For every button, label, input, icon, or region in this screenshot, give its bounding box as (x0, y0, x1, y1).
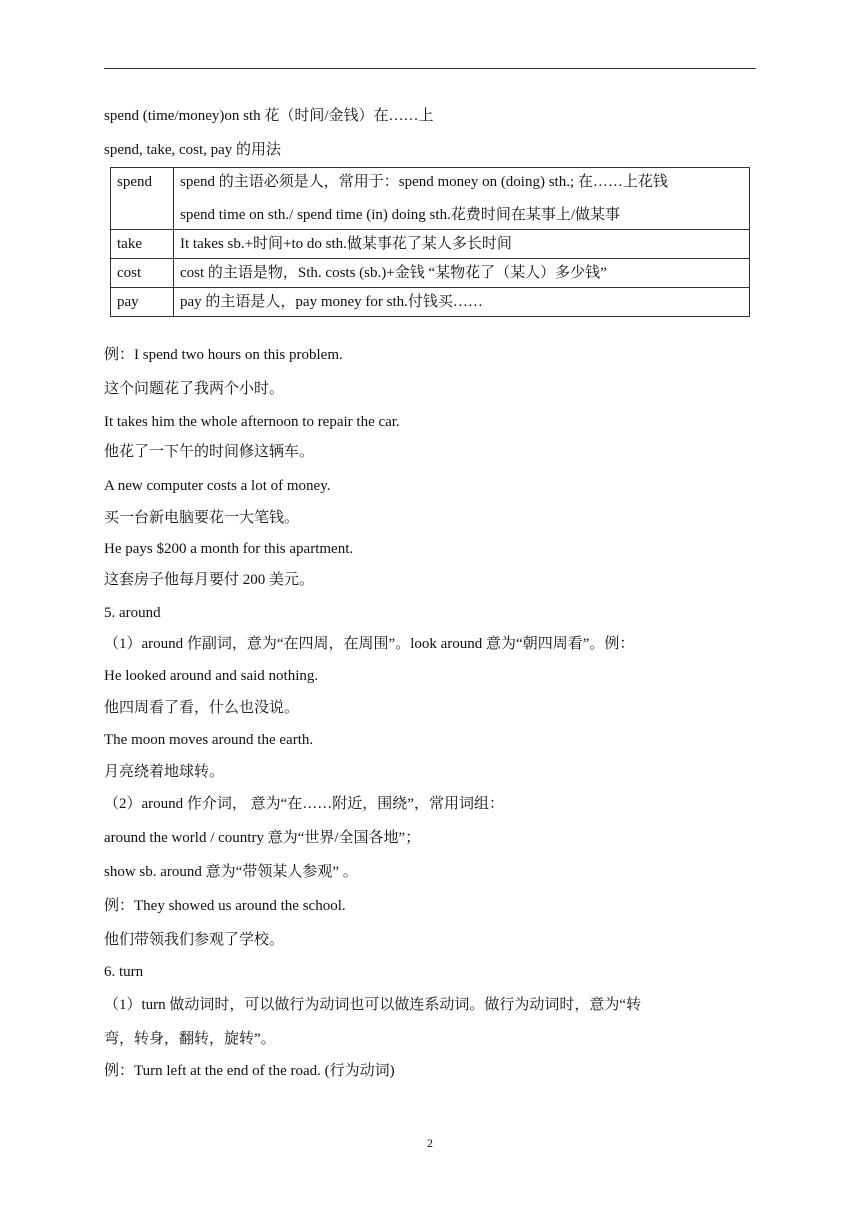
section-line: 例：They showed us around the school. (104, 898, 346, 914)
example-line: 例：I spend two hours on this problem. (104, 347, 343, 363)
table-desc-line: spend time on sth./ spend time (in) doing sth.花费时间在某事上/做某事 (180, 207, 620, 223)
section-heading: 6. turn (104, 964, 144, 980)
example-line: 这套房子他每月要付 200 美元。 (104, 572, 315, 588)
table-row (111, 168, 750, 230)
table-desc-line: spend 的主语必须是人，常用于：spend money on (doing) sth.; 在……上花钱 (180, 174, 668, 190)
section-heading: 5. around (104, 605, 161, 621)
table-row (111, 259, 750, 288)
table-desc-cell: It takes sb.+时间+to do sth.做某事花了某人多长时间 (174, 230, 750, 259)
example-line: It takes him the whole afternoon to repair the car. (104, 414, 400, 430)
example-line: 这个问题花了我两个小时。 (104, 381, 285, 397)
table-row (111, 288, 750, 317)
header-rule (104, 68, 756, 69)
table-word-cell: spend (111, 168, 174, 230)
intro-line-1: spend (time/money)on sth 花（时间/金钱）在……上 (104, 108, 434, 124)
table-desc-cell: cost 的主语是物，Sth. costs (sb.)+金钱 “某物花了（某人）多少钱” (174, 259, 750, 288)
example-line: A new computer costs a lot of money. (104, 478, 331, 494)
section-line: （1）turn 做动词时，可以做行为动词也可以做连系动词。做行为动词时，意为“转 (104, 997, 642, 1013)
section-line: 例：Turn left at the end of the road. (行为动词) (104, 1063, 395, 1079)
table-word-cell: cost (111, 259, 174, 288)
section-line: （2）around 作介词， 意为“在……附近，围绕”，常用词组： (104, 796, 504, 812)
section-line: 弯，转身，翻转，旋转”。 (104, 1031, 276, 1047)
example-line: 买一台新电脑要花一大笔钱。 (104, 510, 300, 526)
section-line: 他四周看了看，什么也没说。 (104, 700, 300, 716)
table-word-cell: pay (111, 288, 174, 317)
intro-line-2: spend, take, cost, pay 的用法 (104, 142, 282, 158)
section-line: 他们带领我们参观了学校。 (104, 932, 285, 948)
section-line: The moon moves around the earth. (104, 732, 314, 748)
section-line: （1）around 作副词，意为“在四周，在周围”。look around 意为“朝四周看”。例： (104, 636, 635, 652)
table-desc-cell (174, 168, 750, 230)
usage-table (110, 167, 750, 317)
example-line: He pays $200 a month for this apartment. (104, 541, 354, 557)
page-number: 2 (427, 1136, 433, 1150)
section-line: 月亮绕着地球转。 (104, 764, 225, 780)
table-desc-cell: pay 的主语是人，pay money for sth.付钱买…… (174, 288, 750, 317)
section-line: around the world / country 意为“世界/全国各地”； (104, 830, 421, 846)
example-line: 他花了一下午的时间修这辆车。 (104, 444, 315, 460)
table-word-cell: take (111, 230, 174, 259)
table-row (111, 230, 750, 259)
section-line: show sb. around 意为“带领某人参观” 。 (104, 864, 358, 880)
section-line: He looked around and said nothing. (104, 668, 319, 684)
